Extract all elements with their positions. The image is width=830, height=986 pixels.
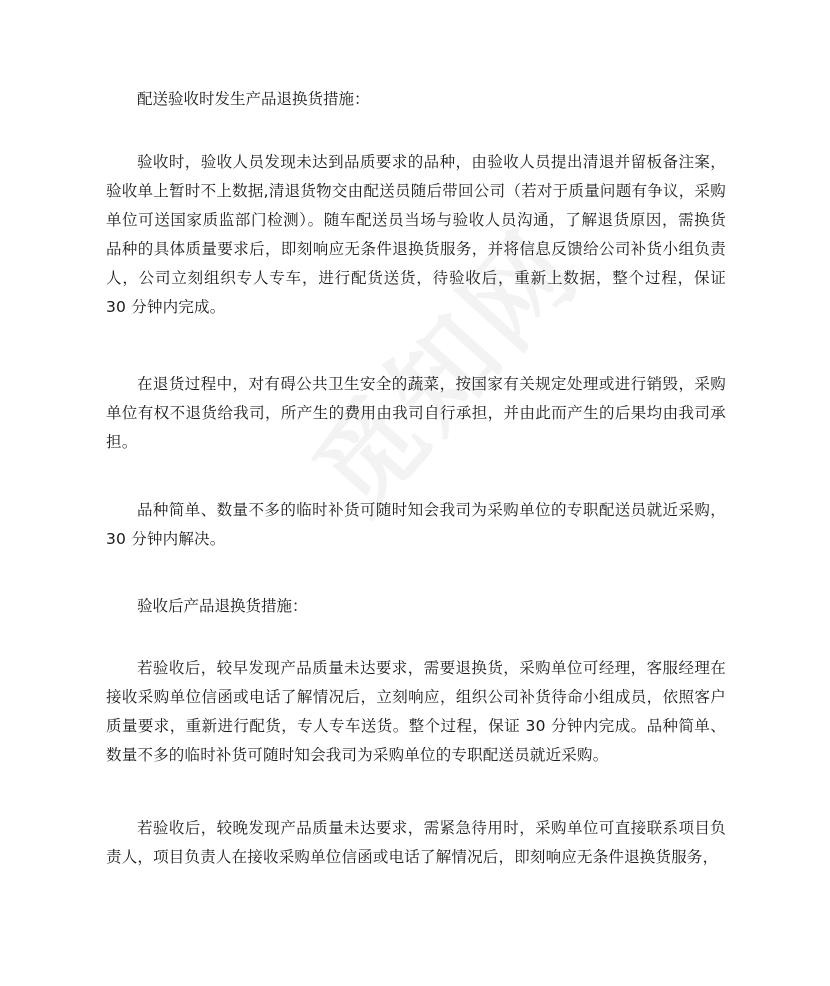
paragraph-return-process: 在退货过程中，对有碍公共卫生安全的蔬菜，按国家有关规定处理或进行销毁，采购单位有权不退货给我司，所产生的费用由我司自行承担，并由此而产生的后果均由我司承担。 xyxy=(106,375,726,451)
section-heading-delivery-inspection: 配送验收时发生产品退换货措施： xyxy=(137,90,370,108)
paragraph-early-discovery: 若验收后，较早发现产品质量未达要求，需要退换货，采购单位可经理，客服经理在接收采购单位信函或电话了解情况后，立刻响应，组织公司补货待命小组成员，依照客户质量要求，重新进行配货，专人专车送货。整个过程，保证 30 分钟内完成。品种简单、数量不多的临时补货可随时知会我司为采购单位的专职配送员就近采购。 xyxy=(106,659,726,764)
section-heading-post-inspection: 验收后产品退换货措施： xyxy=(137,597,308,615)
paragraph-late-discovery: 若验收后，较晚发现产品质量未达要求，需紧急待用时，采购单位可直接联系项目负责人，项目负责人在接收采购单位信函或电话了解情况后，即刻响应无条件退换货服务， xyxy=(106,819,726,866)
paragraph-temporary-supply: 品种简单、数量不多的临时补货可随时知会我司为采购单位的专职配送员就近采购，30 分钟内解决。 xyxy=(106,501,726,548)
paragraph-inspection-process: 验收时，验收人员发现未达到品质要求的品种，由验收人员提出清退并留板备注案，验收单上暂时不上数据,清退货物交由配送员随后带回公司（若对于质量问题有争议，采购单位可送国家质监部门检测）。随车配送员当场与验收人员沟通，了解退货原因，需换货品种的具体质量要求后，即刻响应无条件退换货服务，并将信息反馈给公司补货小组负责人，公司立刻组织专人专车，进行配货送货，待验收后，重新上数据，整个过程，保证 30 分钟内完成。 xyxy=(106,153,726,316)
